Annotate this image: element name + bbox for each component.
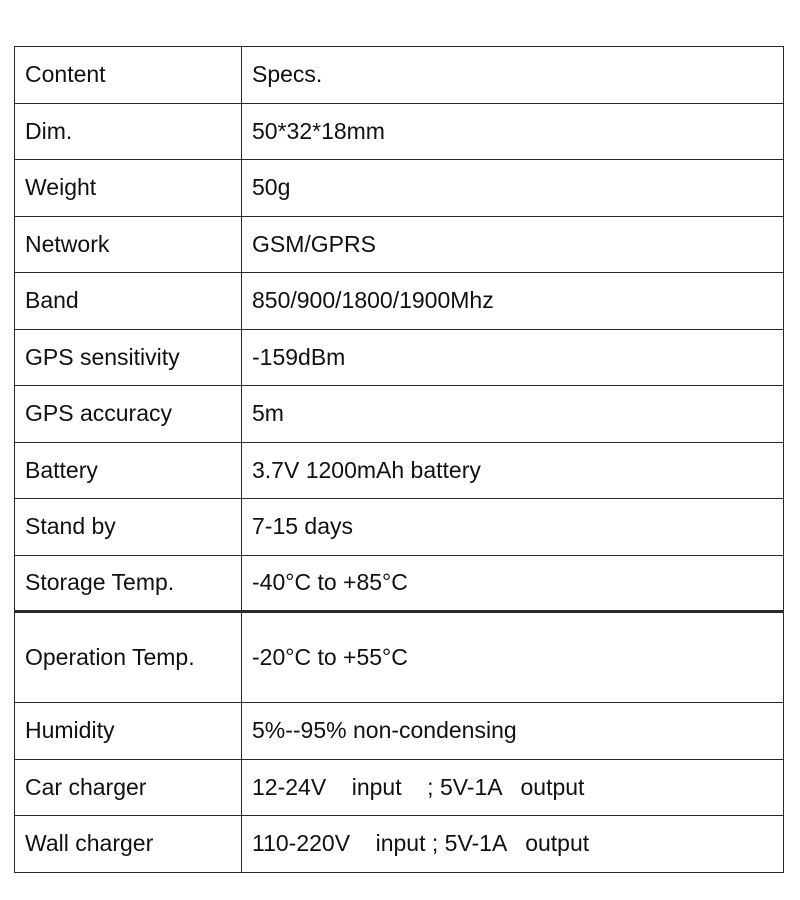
row-label-cell: GPS sensitivity [15,329,242,386]
table-row [15,273,784,330]
row-value-cell: -40°C to +85°C [242,555,784,612]
row-label-cell: Network [15,216,242,273]
table-row [15,216,784,273]
spec-table [14,46,784,873]
row-value-cell: 850/900/1800/1900Mhz [242,273,784,330]
table-row [15,103,784,160]
row-label-cell: Battery [15,442,242,499]
row-value-cell: -159dBm [242,329,784,386]
row-value-cell: 50g [242,160,784,217]
row-label-cell: Storage Temp. [15,555,242,612]
row-value-cell: GSM/GPRS [242,216,784,273]
table-row [15,759,784,816]
row-value-cell: 12-24V input ; 5V-1A output [242,759,784,816]
table-row [15,442,784,499]
row-value-cell: 7-15 days [242,499,784,556]
row-label-cell: Dim. [15,103,242,160]
table-row [15,386,784,443]
header-label-cell: Content [15,47,242,104]
row-value-cell: 110-220V input ; 5V-1A output [242,816,784,873]
header-value-cell: Specs. [242,47,784,104]
table-row [15,612,784,703]
row-label-cell: Operation Temp. [15,612,242,703]
row-label-cell: Wall charger [15,816,242,873]
table-row [15,160,784,217]
table-header-row [15,47,784,104]
row-value-cell: 50*32*18mm [242,103,784,160]
row-label-cell: Car charger [15,759,242,816]
table-row [15,816,784,873]
table-row [15,329,784,386]
table-row [15,555,784,612]
row-value-cell: 3.7V 1200mAh battery [242,442,784,499]
row-value-cell: -20°C to +55°C [242,612,784,703]
row-value-cell: 5%--95% non-condensing [242,703,784,760]
table-row [15,703,784,760]
row-label-cell: Stand by [15,499,242,556]
table-row [15,499,784,556]
row-value-cell: 5m [242,386,784,443]
row-label-cell: GPS accuracy [15,386,242,443]
row-label-cell: Humidity [15,703,242,760]
row-label-cell: Band [15,273,242,330]
row-label-cell: Weight [15,160,242,217]
